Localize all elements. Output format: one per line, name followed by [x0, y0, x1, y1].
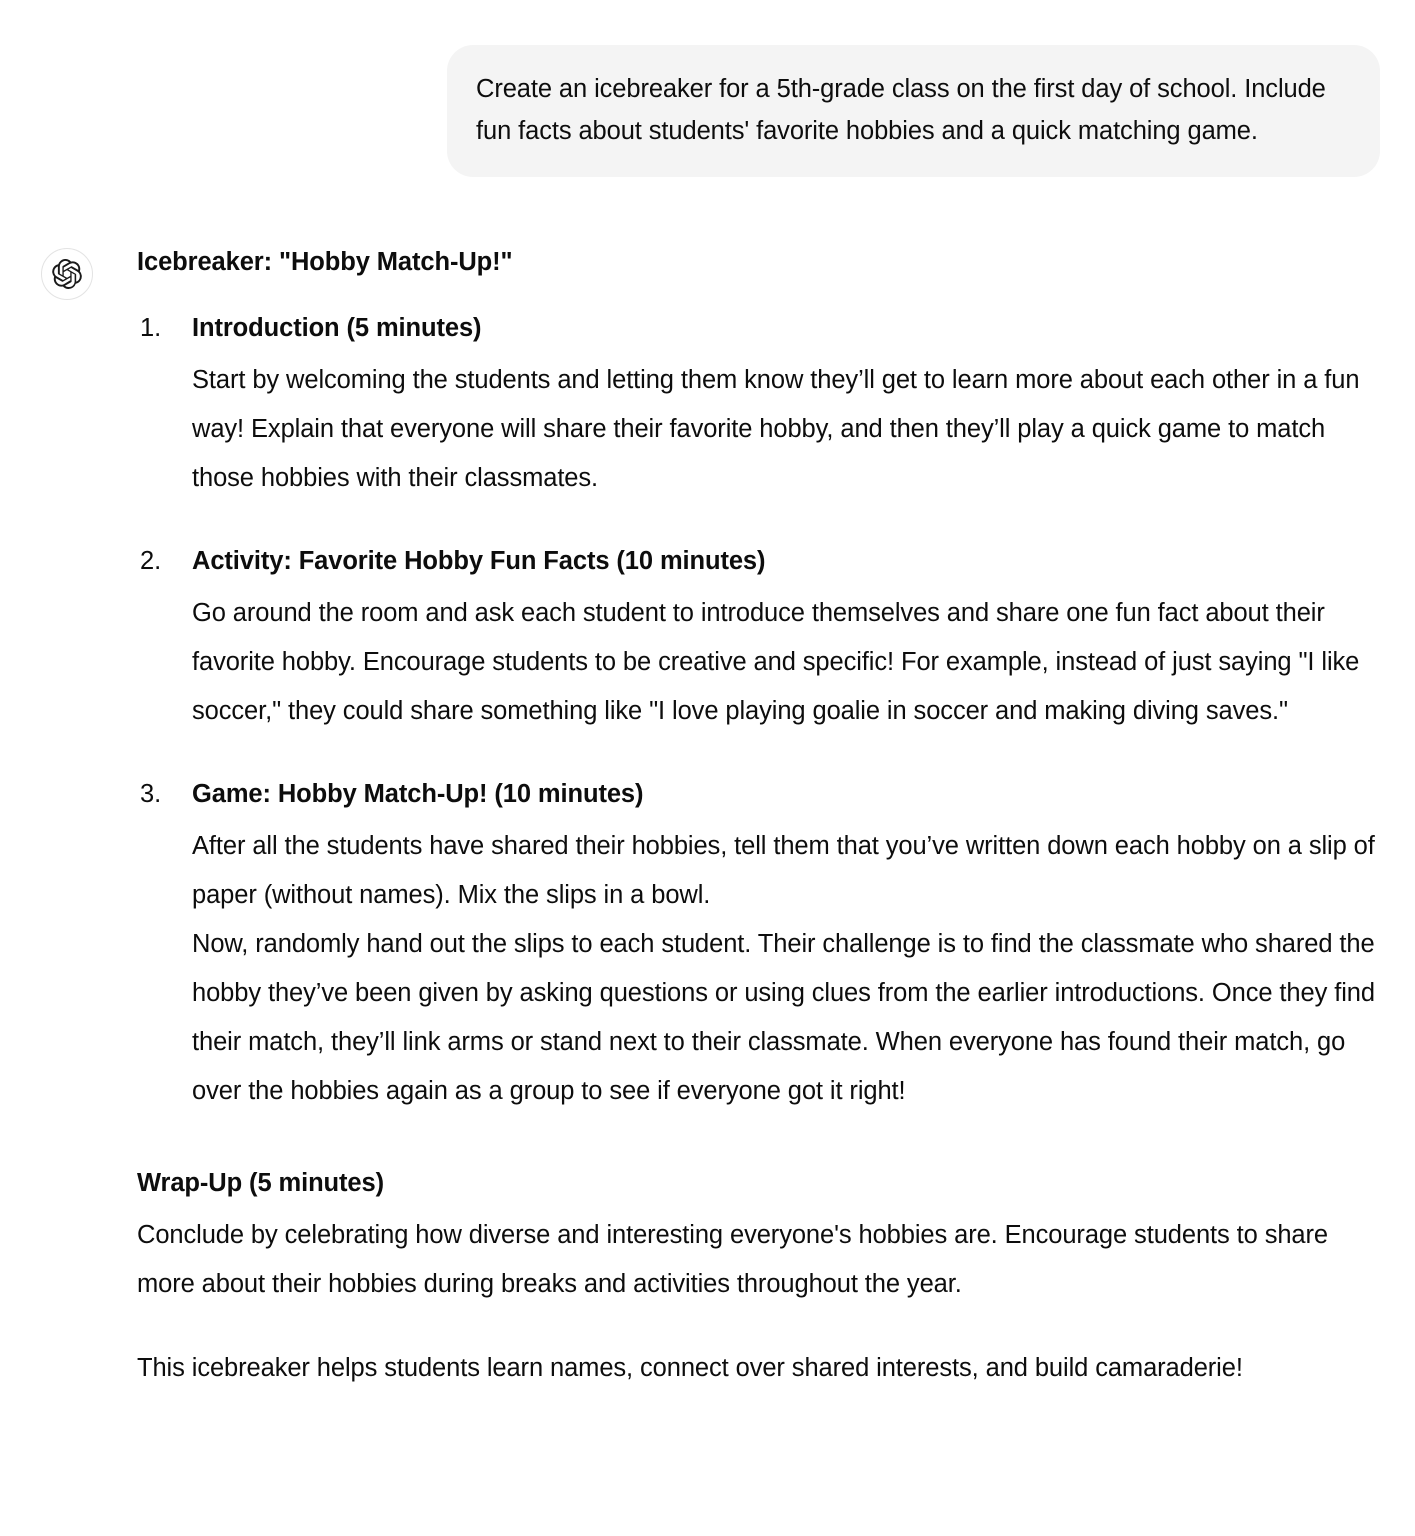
step-paragraph: Start by welcoming the students and letting them know they’ll get to learn more about each other in a fun way! Explain that everyone will share their favorite hobby, and then they’ll play a quick game to match those hobbies with their classmates.	[192, 366, 1360, 492]
step-paragraph: After all the students have shared their hobbies, tell them that you’ve written down each hobby on a slip of paper (without names). Mix the slips in a bowl.	[192, 832, 1375, 909]
step-item	[137, 773, 1380, 1116]
step-heading: Game: Hobby Match-Up! (10 minutes)	[192, 780, 644, 808]
openai-logo-icon	[52, 259, 82, 289]
wrap-up-heading: Wrap-Up (5 minutes)	[137, 1169, 384, 1197]
closing-paragraph: This icebreaker helps students learn names, connect over shared interests, and build camaraderie!	[137, 1354, 1243, 1382]
steps-list	[137, 307, 1380, 1116]
user-message-text: Create an icebreaker for a 5th-grade class on the first day of school. Include fun facts about students' favorite hobbies and a quick matching game.	[476, 75, 1333, 145]
assistant-avatar	[41, 248, 93, 300]
step-body	[192, 822, 1380, 1116]
step-heading: Introduction (5 minutes)	[192, 314, 482, 342]
step-body	[192, 356, 1380, 503]
step-item	[137, 307, 1380, 503]
wrap-up-body: Conclude by celebrating how diverse and interesting everyone's hobbies are. Encourage students to share more about their hobbies during breaks and activities throughout the year.	[137, 1221, 1328, 1298]
step-item	[137, 540, 1380, 736]
user-message-bubble[interactable]	[447, 45, 1380, 177]
assistant-turn	[0, 177, 1415, 1393]
step-body	[192, 589, 1380, 736]
response-title: Icebreaker: "Hobby Match-Up!"	[137, 248, 513, 276]
step-paragraph: Now, randomly hand out the slips to each student. Their challenge is to find the classmate who shared the hobby they’ve been given by asking questions or using clues from the earlier introductions. Once they find their match, they’ll link arms or stand next to their classmate. When everyone has found their match, go over the hobbies again as a group to see if everyone got it right!	[192, 930, 1375, 1105]
wrap-up-section	[137, 1162, 1380, 1309]
step-paragraph: Go around the room and ask each student to introduce themselves and share one fun fact about their favorite hobby. Encourage students to be creative and specific! For example, instead of just saying "I like soccer," they could share something like "I love playing goalie in soccer and making diving saves."	[192, 599, 1360, 725]
step-heading: Activity: Favorite Hobby Fun Facts (10 minutes)	[192, 547, 766, 575]
user-turn	[0, 0, 1415, 177]
assistant-message-body	[137, 245, 1380, 1393]
